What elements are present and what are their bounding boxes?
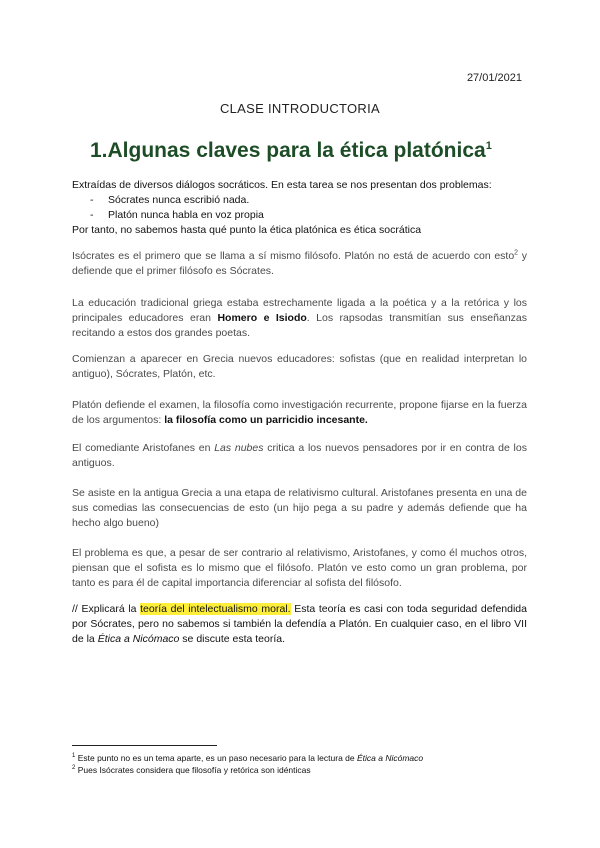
bold-text: Homero e Isiodo: [217, 312, 307, 324]
text-span: . Los rapsodas transmitían sus enseñanzas recitando a estos dos grandes poetas.: [72, 312, 528, 339]
text-span: y defiende que el primer filósofo es Sócrates.: [72, 250, 527, 277]
list-item: - Sócrates nunca escribió nada.: [90, 193, 527, 208]
italic-text: Ética a Nicómaco: [97, 633, 180, 645]
footnote-number: 1: [72, 753, 76, 760]
date: 27/01/2021: [466, 72, 522, 84]
text-span: El comediante Aristofanes en: [72, 442, 215, 454]
problem-list: [72, 193, 527, 223]
text-span: Platón defiende el examen, la filosofía como investigación recurrente, propone fijarse en la fuerza de los argumentos:: [72, 399, 527, 426]
text-span: La educación tradicional griega estaba estrechamente ligada a la poética y a la retórica y los principales educadores eran: [72, 297, 527, 324]
footnote-1: [72, 752, 532, 764]
text-span: Pues Isócrates considera que filosofía y retórica son idénticas: [75, 765, 311, 775]
paragraph-education: [72, 296, 527, 341]
intro-conclusion: Por tanto, no sabemos hasta qué punto la ética platónica es ética socrática: [72, 224, 422, 236]
paragraph-problem: El problema es que, a pesar de ser contrario al relativismo, Aristofanes, y como él muchos otros, piensan que el sofista es lo mismo que el filósofo. Platón ve esto como un gran problema, por tanto es para él de capital importancia diferenciar al sofista del filósofo.: [72, 547, 527, 589]
class-title: CLASE INTRODUCTORIA: [219, 101, 381, 116]
paragraph-relativism: Se asiste en la antigua Grecia a una etapa de relativismo cultural. Aristofanes presenta en una de sus comedias las consecuencias de esto (un hijo pega a su padre y además defiende que ha hecho algo bueno): [72, 487, 527, 529]
text-span: Este punto no es un tema aparte, es un paso necesario para la lectura de: [75, 753, 357, 763]
main-title-text: 1.Algunas claves para la ética platónica: [90, 139, 486, 162]
italic-text: Las nubes: [214, 442, 264, 454]
paragraph-intellectualism: [72, 602, 527, 647]
main-title-footnote-ref: 1: [485, 140, 492, 152]
footnote-ref: 2: [514, 249, 519, 257]
intro-section: [72, 178, 527, 238]
highlighted-text: teoría del intelectualismo moral.: [140, 603, 291, 615]
footnotes: [72, 752, 532, 776]
italic-text: Ética a Nicómaco: [356, 753, 424, 763]
intro-line: Extraídas de diversos diálogos socráticos. En esta tarea se nos presentan dos problemas:: [72, 179, 492, 191]
paragraph-aristofanes: [72, 441, 527, 471]
footnote-separator: [72, 745, 217, 746]
text-span: Isócrates es el primero que se llama a sí mismo filósofo. Platón no está de acuerdo con esto: [72, 250, 515, 262]
text-span: Esta teoría es casi con toda seguridad defendida por Sócrates, pero no sabemos si también la defendía a Platón. En cualquier caso, en el libro VII de la: [72, 603, 527, 645]
footnote-2: [72, 764, 532, 776]
text-span: // Explicará la: [72, 603, 141, 615]
list-item: - Platón nunca habla en voz propia: [90, 208, 527, 223]
bold-text: la filosofía como un parricidio incesante.: [164, 414, 368, 426]
footnote-number: 2: [72, 765, 76, 772]
text-span: critica a los nuevos pensadores por ir en contra de los antiguos.: [72, 442, 527, 469]
paragraph-isocrates: [72, 249, 527, 279]
paragraph-new-educators: Comienzan a aparecer en Grecia nuevos educadores: sofistas (que en realidad interpretan lo antiguo), Sócrates, Platón, etc.: [72, 353, 527, 380]
paragraph-examination: [72, 398, 527, 428]
text-span: se discute esta teoría.: [179, 633, 286, 645]
main-title: [90, 139, 492, 163]
